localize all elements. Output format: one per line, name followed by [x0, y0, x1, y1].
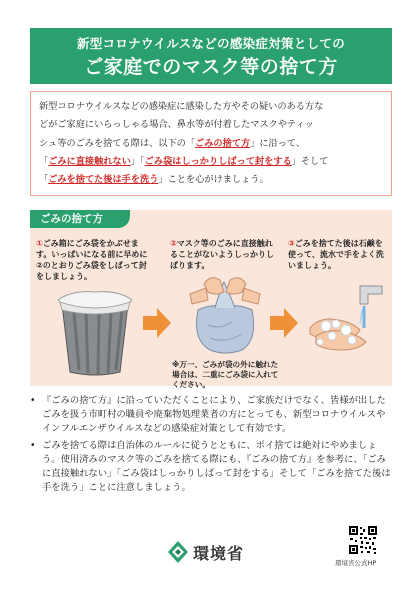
- step-1-text: [36, 238, 150, 282]
- intro-text: 」「: [130, 155, 145, 167]
- step-number: ②: [170, 239, 177, 248]
- banner-title: ご家庭でのマスク等の捨て方: [84, 56, 338, 78]
- intro-line-5: [39, 171, 383, 189]
- intro-line-1: 新型コロナウイルスなどの感染症に感染した方やその疑いのある方な: [39, 101, 324, 112]
- step-number: ①: [36, 239, 43, 248]
- handwashing-illustration: [302, 280, 390, 360]
- highlight-no-touch: ごみに直接触れない: [48, 155, 131, 167]
- arrow-right-icon: [143, 308, 171, 338]
- disposal-method-panel: [30, 210, 392, 389]
- ministry-name: 環境省: [193, 544, 245, 563]
- step-description: ごみを捨てた後は石鹸を使って、流水で手をよく洗いましょう。: [288, 239, 384, 270]
- intro-text: 「: [39, 155, 49, 167]
- title-banner: [30, 28, 392, 84]
- step-3-text: [288, 238, 388, 271]
- bullet-icon: •: [30, 439, 36, 451]
- step-number: ③: [288, 239, 295, 248]
- step-2-text: [170, 238, 275, 271]
- notes-list: [30, 394, 392, 497]
- arrow-right-icon: [270, 308, 298, 338]
- intro-text: 「: [39, 174, 49, 186]
- list-item: [30, 439, 392, 496]
- tied-bag-illustration: [180, 270, 270, 355]
- highlight-tie-bag: ごみ袋はしっかりしばって封をする: [144, 155, 292, 167]
- intro-text: 」そして: [291, 155, 329, 167]
- intro-text: シュ等のごみを捨てる際は、以下の「: [39, 137, 196, 149]
- step-description: マスク等のごみに直接触れることがないようしっかりしばります。: [170, 239, 274, 270]
- intro-box: [30, 91, 392, 196]
- qr-label: 環境省公式HP: [335, 559, 377, 567]
- qr-code-icon: [348, 525, 378, 555]
- highlight-method: ごみの捨て方: [195, 137, 251, 149]
- method-tab-label: ごみの捨て方: [30, 210, 130, 228]
- intro-text: 」に沿って、: [250, 137, 306, 149]
- intro-line-4: [39, 153, 383, 171]
- highlight-wash-hands: ごみを捨てた後は手を洗う: [48, 174, 159, 186]
- trash-can-illustration: [52, 288, 138, 378]
- list-item-text: ごみを捨てる際は自治体のルールに従うとともに、ポイ捨ては絶対にやめましょう。使用済みのマスク等のごみを捨てる際にも、『ごみの捨て方』を参考に、「ごみに直接触れない」「ごみ袋はしっかりしばって封をする」そして「ごみを捨てた後は手を洗う」ことに注意しましょう。: [42, 439, 391, 494]
- step-description: ごみ箱にごみ袋をかぶせます。いっぱいになる前に早めに②のとおりごみ袋をしばって封をしましょう。: [36, 239, 148, 281]
- intro-line-2: どがご家庭にいらっしゃる場合、鼻水等が付着したマスクやティッ: [39, 119, 314, 131]
- double-bag-note: ※万一、ごみが袋の外に触れた場合は、二重にごみ袋に入れてください。: [172, 360, 279, 389]
- banner-subtitle: 新型コロナウイルスなどの感染症対策としての: [76, 36, 346, 51]
- list-item-text: 『ごみの捨て方』に沿っていただくことにより、ご家族だけでなく、皆様が出したごみを扱う市町村の職員や廃棄物処理業者の方にとっても、新型コロナウイルスやインフルエンザウイルスなどの感染症対策として有効です。: [42, 395, 386, 435]
- bullet-icon: •: [30, 395, 36, 406]
- list-item: [30, 394, 392, 437]
- intro-text: 」ことを心がけましょう。: [158, 174, 269, 186]
- intro-line-3: [39, 135, 383, 153]
